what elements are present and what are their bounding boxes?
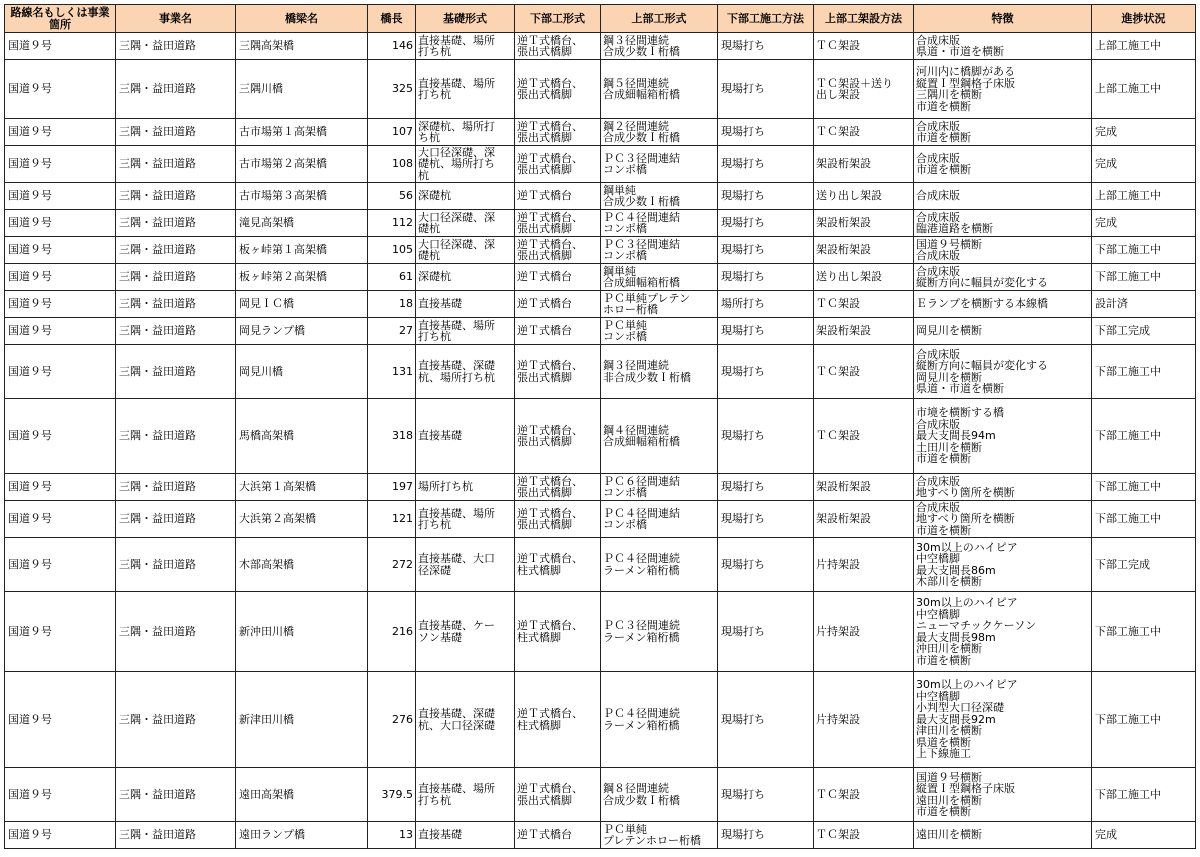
table-row <box>5 474 1196 501</box>
table-row <box>5 501 1196 538</box>
cell-substructure: 逆Ｔ式橋台、 張出式橋脚 <box>515 60 601 119</box>
header-features: 特徴 <box>914 5 1092 33</box>
cell-foundation: 直接基礎、深礎 杭、場所打ち杭 <box>416 345 515 399</box>
cell-bridge-name: 新沖田川橋 <box>236 592 368 672</box>
cell-bridge-name: 大浜第１高架橋 <box>236 474 368 501</box>
cell-project: 三隅・益田道路 <box>116 183 236 210</box>
cell-features: 合成床版 <box>914 183 1092 210</box>
cell-superstructure: ＰＣ６径間連結 コンポ橋 <box>601 474 718 501</box>
cell-super-method: ＴＣ架設 <box>814 291 914 318</box>
cell-superstructure: 鋼５径間連続 合成細幅箱桁橋 <box>601 60 718 119</box>
cell-length: 131 <box>368 345 416 399</box>
cell-length: 108 <box>368 146 416 183</box>
table-row <box>5 399 1196 474</box>
cell-features: 遠田川を横断 <box>914 822 1092 849</box>
cell-foundation: 深礎杭、場所打 ち杭 <box>416 119 515 146</box>
cell-super-method: ＴＣ架設 <box>814 399 914 474</box>
cell-features: 岡見川を横断 <box>914 318 1092 345</box>
cell-substructure: 逆Ｔ式橋台、 張出式橋脚 <box>515 33 601 60</box>
cell-foundation: 場所打ち杭 <box>416 474 515 501</box>
header-superstructure: 上部工形式 <box>601 5 718 33</box>
header-super-method: 上部工架設方法 <box>814 5 914 33</box>
cell-project: 三隅・益田道路 <box>116 291 236 318</box>
cell-super-method: 片持架設 <box>814 672 914 768</box>
cell-superstructure: ＰＣ単純 プレテンホロー桁橋 <box>601 822 718 849</box>
cell-route: 国道９号 <box>5 264 116 291</box>
cell-super-method: 送り出し架設 <box>814 183 914 210</box>
header-project: 事業名 <box>116 5 236 33</box>
cell-superstructure: 鋼８径間連続 合成少数Ｉ桁橋 <box>601 768 718 822</box>
cell-features: 合成床版 縦断方向に幅員が変化する <box>914 264 1092 291</box>
cell-substructure: 逆Ｔ式橋台 <box>515 183 601 210</box>
cell-substructure: 逆Ｔ式橋台、 張出式橋脚 <box>515 474 601 501</box>
cell-foundation: 直接基礎、大口 径深礎 <box>416 538 515 592</box>
cell-super-method: ＴＣ架設 <box>814 768 914 822</box>
cell-sub-method: 現場打ち <box>718 592 814 672</box>
cell-length: 61 <box>368 264 416 291</box>
cell-bridge-name: 遠田高架橋 <box>236 768 368 822</box>
table-body <box>5 33 1196 849</box>
cell-super-method: ＴＣ架設 <box>814 822 914 849</box>
cell-features: 国道９号横断 縦置Ｉ型鋼格子床版 遠田川を横断 市道を横断 <box>914 768 1092 822</box>
cell-foundation: 直接基礎、場所 打ち杭 <box>416 33 515 60</box>
table-row <box>5 822 1196 849</box>
cell-sub-method: 現場打ち <box>718 210 814 237</box>
cell-status: 下部工施工中 <box>1092 474 1196 501</box>
cell-sub-method: 現場打ち <box>718 237 814 264</box>
cell-status: 下部工施工中 <box>1092 264 1196 291</box>
cell-route: 国道９号 <box>5 146 116 183</box>
cell-project: 三隅・益田道路 <box>116 146 236 183</box>
cell-length: 112 <box>368 210 416 237</box>
cell-super-method: 片持架設 <box>814 592 914 672</box>
cell-foundation: 大口径深礎、深 礎杭、場所打ち 杭 <box>416 146 515 183</box>
cell-project: 三隅・益田道路 <box>116 822 236 849</box>
cell-sub-method: 現場打ち <box>718 538 814 592</box>
cell-features: 合成床版 市道を横断 <box>914 119 1092 146</box>
cell-route: 国道９号 <box>5 822 116 849</box>
cell-length: 105 <box>368 237 416 264</box>
cell-project: 三隅・益田道路 <box>116 768 236 822</box>
table-row <box>5 672 1196 768</box>
cell-superstructure: 鋼２径間連続 合成少数Ｉ桁橋 <box>601 119 718 146</box>
table-row <box>5 33 1196 60</box>
cell-sub-method: 現場打ち <box>718 264 814 291</box>
cell-super-method: 送り出し架設 <box>814 264 914 291</box>
cell-superstructure: ＰＣ単純 コンポ橋 <box>601 318 718 345</box>
cell-bridge-name: 新津田川橋 <box>236 672 368 768</box>
cell-sub-method: 場所打ち <box>718 291 814 318</box>
cell-features: 30m以上のハイピア 中空橋脚 最大支間長86m 木部川を横断 <box>914 538 1092 592</box>
cell-super-method: 片持架設 <box>814 538 914 592</box>
table-row <box>5 60 1196 119</box>
cell-route: 国道９号 <box>5 538 116 592</box>
cell-super-method: 架設桁架設 <box>814 501 914 538</box>
cell-bridge-name: 三隅川橋 <box>236 60 368 119</box>
cell-foundation: 直接基礎、深礎 杭、大口径深礎 <box>416 672 515 768</box>
cell-length: 276 <box>368 672 416 768</box>
cell-status: 下部工施工中 <box>1092 345 1196 399</box>
cell-length: 216 <box>368 592 416 672</box>
cell-superstructure: 鋼３径間連続 合成少数Ｉ桁橋 <box>601 33 718 60</box>
cell-status: 完成 <box>1092 822 1196 849</box>
table-row <box>5 291 1196 318</box>
cell-bridge-name: 木部高架橋 <box>236 538 368 592</box>
cell-foundation: 直接基礎、ケー ソン基礎 <box>416 592 515 672</box>
cell-route: 国道９号 <box>5 768 116 822</box>
cell-superstructure: ＰＣ３径間連結 コンポ橋 <box>601 146 718 183</box>
cell-project: 三隅・益田道路 <box>116 33 236 60</box>
cell-bridge-name: 古市場第１高架橋 <box>236 119 368 146</box>
cell-length: 27 <box>368 318 416 345</box>
cell-features: 合成床版 県道・市道を横断 <box>914 33 1092 60</box>
cell-sub-method: 現場打ち <box>718 345 814 399</box>
cell-route: 国道９号 <box>5 399 116 474</box>
cell-features: 合成床版 縦断方向に幅員が変化する 岡見川を横断 県道・市道を横断 <box>914 345 1092 399</box>
cell-status: 上部工施工中 <box>1092 33 1196 60</box>
cell-bridge-name: 滝見高架橋 <box>236 210 368 237</box>
cell-project: 三隅・益田道路 <box>116 119 236 146</box>
cell-status: 下部工施工中 <box>1092 501 1196 538</box>
cell-foundation: 深礎杭 <box>416 183 515 210</box>
table-row <box>5 146 1196 183</box>
cell-superstructure: ＰＣ３径間連続 ラーメン箱桁橋 <box>601 592 718 672</box>
cell-super-method: ＴＣ架設＋送り 出し架設 <box>814 60 914 119</box>
cell-foundation: 直接基礎、場所 打ち杭 <box>416 768 515 822</box>
cell-status: 完成 <box>1092 146 1196 183</box>
cell-length: 272 <box>368 538 416 592</box>
table-row <box>5 345 1196 399</box>
cell-substructure: 逆Ｔ式橋台、 柱式橋脚 <box>515 592 601 672</box>
cell-project: 三隅・益田道路 <box>116 592 236 672</box>
cell-length: 146 <box>368 33 416 60</box>
cell-status: 完成 <box>1092 119 1196 146</box>
cell-status: 完成 <box>1092 210 1196 237</box>
cell-substructure: 逆Ｔ式橋台、 張出式橋脚 <box>515 119 601 146</box>
cell-foundation: 直接基礎、場所 打ち杭 <box>416 60 515 119</box>
header-route: 路線名もしくは事業箇所 <box>5 5 116 33</box>
cell-substructure: 逆Ｔ式橋台 <box>515 291 601 318</box>
cell-route: 国道９号 <box>5 119 116 146</box>
cell-substructure: 逆Ｔ式橋台、 張出式橋脚 <box>515 146 601 183</box>
cell-route: 国道９号 <box>5 672 116 768</box>
cell-substructure: 逆Ｔ式橋台、 張出式橋脚 <box>515 345 601 399</box>
cell-status: 上部工施工中 <box>1092 183 1196 210</box>
header-substructure: 下部工形式 <box>515 5 601 33</box>
cell-super-method: ＴＣ架設 <box>814 345 914 399</box>
cell-route: 国道９号 <box>5 592 116 672</box>
cell-project: 三隅・益田道路 <box>116 237 236 264</box>
cell-substructure: 逆Ｔ式橋台、 張出式橋脚 <box>515 210 601 237</box>
cell-length: 56 <box>368 183 416 210</box>
cell-bridge-name: 岡見川橋 <box>236 345 368 399</box>
cell-superstructure: 鋼３径間連続 非合成少数Ｉ桁橋 <box>601 345 718 399</box>
cell-sub-method: 現場打ち <box>718 183 814 210</box>
cell-project: 三隅・益田道路 <box>116 60 236 119</box>
cell-bridge-name: 馬橋高架橋 <box>236 399 368 474</box>
table-row <box>5 183 1196 210</box>
cell-super-method: 架設桁架設 <box>814 146 914 183</box>
cell-route: 国道９号 <box>5 210 116 237</box>
table-row <box>5 768 1196 822</box>
cell-length: 107 <box>368 119 416 146</box>
cell-project: 三隅・益田道路 <box>116 501 236 538</box>
cell-substructure: 逆Ｔ式橋台、 張出式橋脚 <box>515 399 601 474</box>
header-sub-method: 下部工施工方法 <box>718 5 814 33</box>
table-row <box>5 592 1196 672</box>
cell-bridge-name: 三隅高架橋 <box>236 33 368 60</box>
cell-superstructure: ＰＣ４径間連続 ラーメン箱桁橋 <box>601 672 718 768</box>
cell-superstructure: 鋼４径間連続 合成細幅箱桁橋 <box>601 399 718 474</box>
cell-super-method: ＴＣ架設 <box>814 33 914 60</box>
cell-substructure: 逆Ｔ式橋台 <box>515 318 601 345</box>
cell-route: 国道９号 <box>5 345 116 399</box>
cell-foundation: 直接基礎 <box>416 822 515 849</box>
cell-project: 三隅・益田道路 <box>116 345 236 399</box>
cell-superstructure: ＰＣ４径間連続 ラーメン箱桁橋 <box>601 538 718 592</box>
cell-status: 下部工施工中 <box>1092 672 1196 768</box>
cell-bridge-name: 古市場第２高架橋 <box>236 146 368 183</box>
cell-super-method: 架設桁架設 <box>814 237 914 264</box>
cell-features: 河川内に橋脚がある 縦置Ｉ型鋼格子床版 三隅川を横断 市道を横断 <box>914 60 1092 119</box>
cell-route: 国道９号 <box>5 33 116 60</box>
cell-features: 市境を横断する橋 合成床版 最大支間長94m 土田川を横断 市道を横断 <box>914 399 1092 474</box>
cell-foundation: 大口径深礎、深 礎杭 <box>416 210 515 237</box>
cell-length: 18 <box>368 291 416 318</box>
cell-status: 下部工施工中 <box>1092 592 1196 672</box>
cell-bridge-name: 大浜第２高架橋 <box>236 501 368 538</box>
cell-status: 下部工施工中 <box>1092 237 1196 264</box>
table-row <box>5 538 1196 592</box>
cell-sub-method: 現場打ち <box>718 318 814 345</box>
cell-features: Ｅランプを横断する本線橋 <box>914 291 1092 318</box>
cell-route: 国道９号 <box>5 237 116 264</box>
cell-length: 13 <box>368 822 416 849</box>
cell-features: 合成床版 市道を横断 <box>914 146 1092 183</box>
cell-route: 国道９号 <box>5 60 116 119</box>
cell-sub-method: 現場打ち <box>718 60 814 119</box>
cell-sub-method: 現場打ち <box>718 501 814 538</box>
cell-status: 下部工完成 <box>1092 538 1196 592</box>
cell-bridge-name: 板ヶ峠第２高架橋 <box>236 264 368 291</box>
cell-project: 三隅・益田道路 <box>116 399 236 474</box>
cell-length: 325 <box>368 60 416 119</box>
bridge-table <box>4 4 1196 849</box>
cell-features: 30m以上のハイピア 中空橋脚 小判型大口径深礎 最大支間長92m 津田川を横断 県道を横断 上下線施工 <box>914 672 1092 768</box>
cell-length: 121 <box>368 501 416 538</box>
cell-substructure: 逆Ｔ式橋台、 張出式橋脚 <box>515 768 601 822</box>
table-row <box>5 210 1196 237</box>
cell-sub-method: 現場打ち <box>718 119 814 146</box>
cell-length: 318 <box>368 399 416 474</box>
cell-foundation: 深礎杭 <box>416 264 515 291</box>
cell-project: 三隅・益田道路 <box>116 264 236 291</box>
table-row <box>5 264 1196 291</box>
cell-bridge-name: 遠田ランプ橋 <box>236 822 368 849</box>
cell-project: 三隅・益田道路 <box>116 474 236 501</box>
cell-super-method: ＴＣ架設 <box>814 119 914 146</box>
cell-substructure: 逆Ｔ式橋台 <box>515 264 601 291</box>
cell-substructure: 逆Ｔ式橋台、 張出式橋脚 <box>515 237 601 264</box>
cell-features: 合成床版 地すべり箇所を横断 <box>914 474 1092 501</box>
cell-super-method: 架設桁架設 <box>814 210 914 237</box>
cell-superstructure: 鋼単純 合成細幅箱桁橋 <box>601 264 718 291</box>
cell-features: 30m以上のハイピア 中空橋脚 ニューマチックケーソン 最大支間長98m 沖田川を横断 市道を横断 <box>914 592 1092 672</box>
cell-status: 下部工施工中 <box>1092 399 1196 474</box>
cell-superstructure: ＰＣ３径間連結 コンポ橋 <box>601 237 718 264</box>
cell-bridge-name: 古市場第３高架橋 <box>236 183 368 210</box>
cell-superstructure: 鋼単純 合成少数Ｉ桁橋 <box>601 183 718 210</box>
cell-project: 三隅・益田道路 <box>116 210 236 237</box>
header-length: 橋長 <box>368 5 416 33</box>
cell-features: 合成床版 地すべり箇所を横断 市道を横断 <box>914 501 1092 538</box>
cell-route: 国道９号 <box>5 291 116 318</box>
header-status: 進捗状況 <box>1092 5 1196 33</box>
cell-length: 197 <box>368 474 416 501</box>
cell-super-method: 架設桁架設 <box>814 474 914 501</box>
cell-substructure: 逆Ｔ式橋台、 張出式橋脚 <box>515 501 601 538</box>
cell-sub-method: 現場打ち <box>718 822 814 849</box>
cell-features: 国道９号横断 合成床版 <box>914 237 1092 264</box>
cell-status: 上部工施工中 <box>1092 60 1196 119</box>
header-bridge-name: 橋梁名 <box>236 5 368 33</box>
cell-sub-method: 現場打ち <box>718 672 814 768</box>
cell-length: 379.5 <box>368 768 416 822</box>
cell-sub-method: 現場打ち <box>718 768 814 822</box>
cell-superstructure: ＰＣ４径間連結 コンポ橋 <box>601 501 718 538</box>
cell-project: 三隅・益田道路 <box>116 538 236 592</box>
cell-foundation: 直接基礎 <box>416 291 515 318</box>
cell-foundation: 直接基礎 <box>416 399 515 474</box>
header-row <box>5 5 1196 33</box>
cell-route: 国道９号 <box>5 318 116 345</box>
cell-substructure: 逆Ｔ式橋台、 柱式橋脚 <box>515 672 601 768</box>
cell-status: 設計済 <box>1092 291 1196 318</box>
cell-superstructure: ＰＣ４径間連結 コンポ橋 <box>601 210 718 237</box>
cell-foundation: 大口径深礎、深 礎杭 <box>416 237 515 264</box>
cell-superstructure: ＰＣ単純プレテン ホロー桁橋 <box>601 291 718 318</box>
cell-route: 国道９号 <box>5 501 116 538</box>
cell-project: 三隅・益田道路 <box>116 318 236 345</box>
cell-bridge-name: 板ヶ峠第１高架橋 <box>236 237 368 264</box>
cell-route: 国道９号 <box>5 474 116 501</box>
cell-status: 下部工完成 <box>1092 318 1196 345</box>
table-row <box>5 318 1196 345</box>
cell-sub-method: 現場打ち <box>718 399 814 474</box>
cell-sub-method: 現場打ち <box>718 146 814 183</box>
cell-bridge-name: 岡見ＩＣ橋 <box>236 291 368 318</box>
header-foundation: 基礎形式 <box>416 5 515 33</box>
cell-features: 合成床版 臨港道路を横断 <box>914 210 1092 237</box>
cell-substructure: 逆Ｔ式橋台、 柱式橋脚 <box>515 538 601 592</box>
cell-route: 国道９号 <box>5 183 116 210</box>
cell-sub-method: 現場打ち <box>718 474 814 501</box>
table-row <box>5 237 1196 264</box>
cell-bridge-name: 岡見ランプ橋 <box>236 318 368 345</box>
table-row <box>5 119 1196 146</box>
cell-substructure: 逆Ｔ式橋台 <box>515 822 601 849</box>
cell-status: 下部工施工中 <box>1092 768 1196 822</box>
cell-super-method: 架設桁架設 <box>814 318 914 345</box>
cell-sub-method: 現場打ち <box>718 33 814 60</box>
cell-project: 三隅・益田道路 <box>116 672 236 768</box>
cell-foundation: 直接基礎、場所 打ち杭 <box>416 501 515 538</box>
cell-foundation: 直接基礎、場所 打ち杭 <box>416 318 515 345</box>
